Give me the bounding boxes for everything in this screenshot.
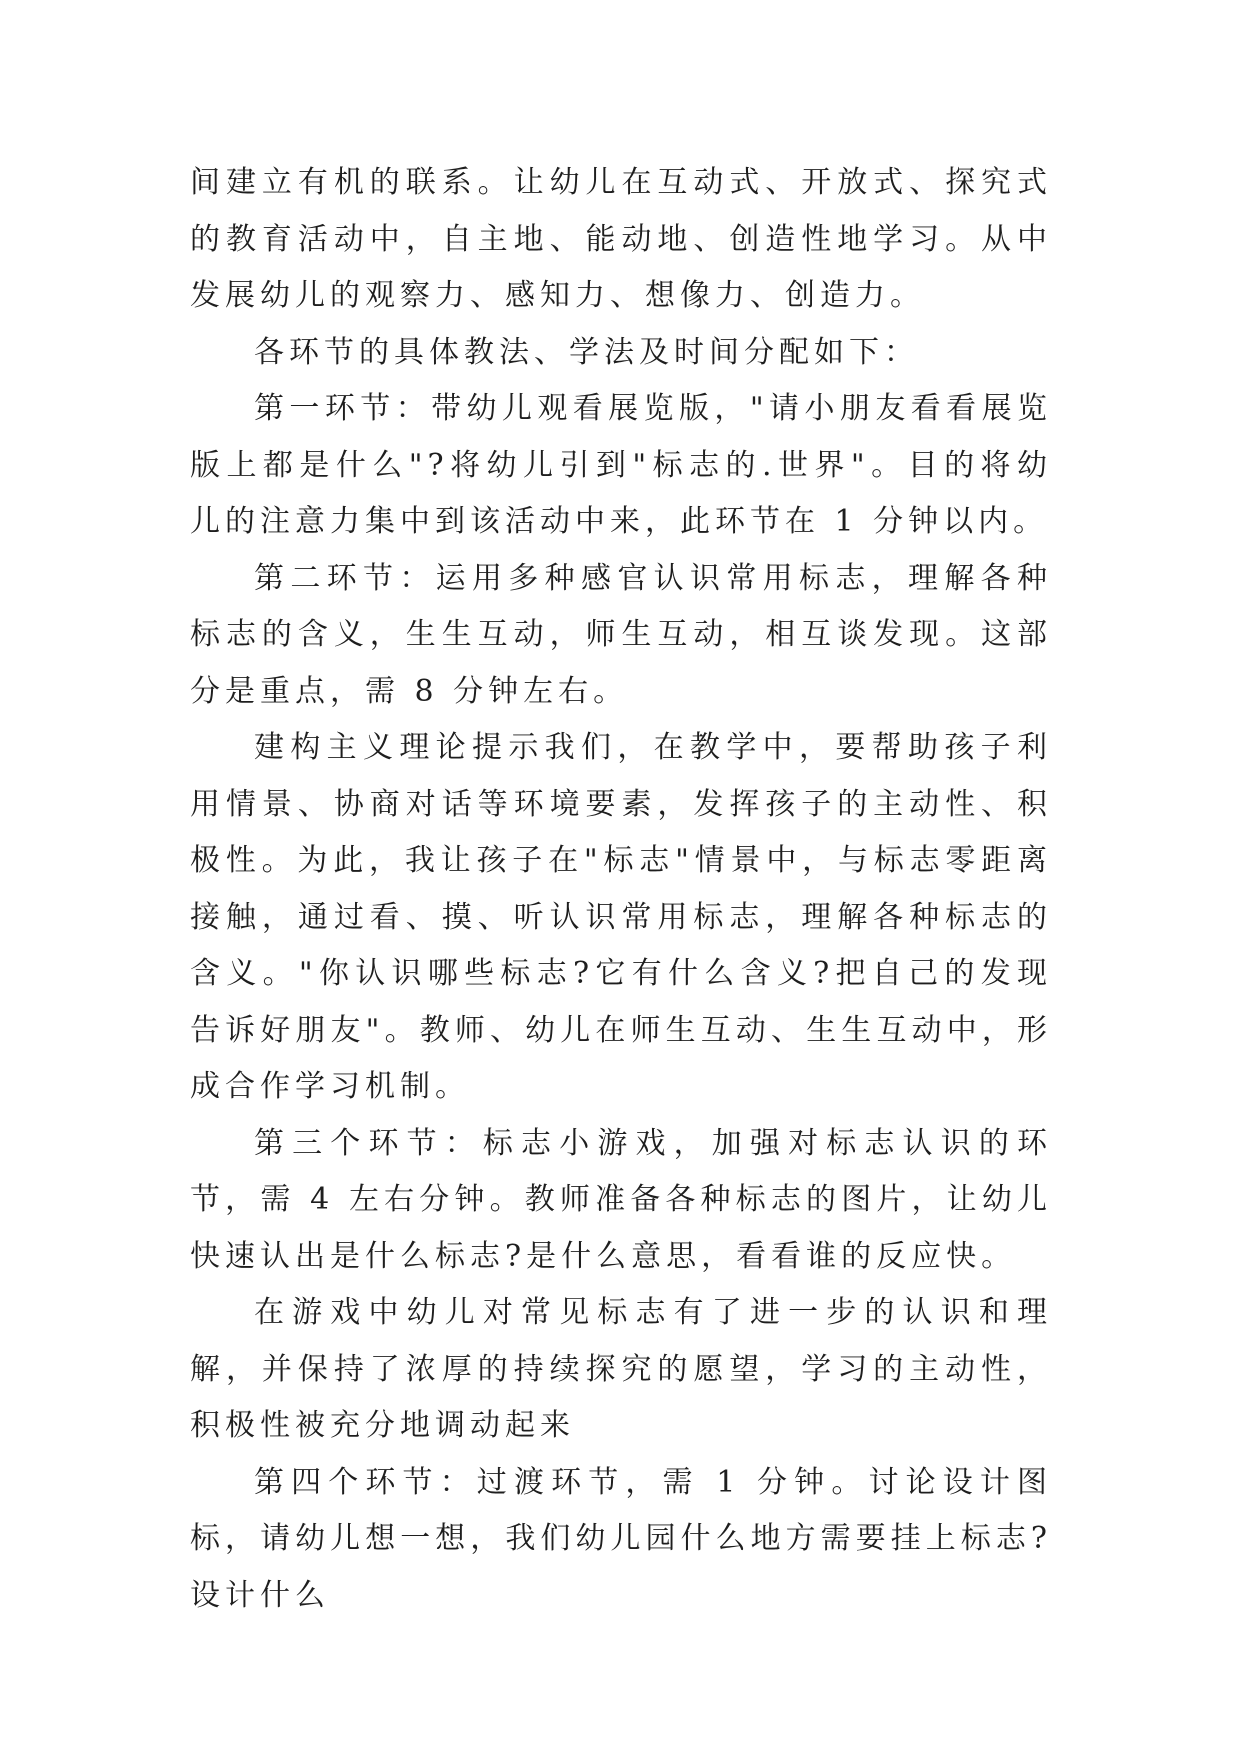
paragraph-steps-intro: 各环节的具体教法、学法及时间分配如下： xyxy=(254,334,919,370)
paragraph-step-two: 第二环节：运用多种感官认识常用标志，理解各种标志的含义，生生互动，师生互动，相互谈发现。这部分是重点，需 8 分钟左右。 xyxy=(190,560,1052,709)
paragraph-constructivism: 建构主义理论提示我们，在教学中，要帮助孩子利用情景、协商对话等环境要素，发挥孩子的主动性、积极性。为此，我让孩子在"标志"情景中，与标志零距离接触，通过看、摸、听认识常用标志，理解各种标志的含义。"你认识哪些标志?它有什么含义?把自己的发现告诉好朋友"。教师、幼儿在师生互动、生生互动中，形成合作学习机制。 xyxy=(190,730,1052,1104)
paragraph-step-three: 第三个环节：标志小游戏，加强对标志认识的环节，需 4 左右分钟。教师准备各种标志的图片，让幼儿快速认出是什么标志?是什么意思，看看谁的反应快。 xyxy=(190,1125,1052,1274)
document-page xyxy=(190,155,1052,1624)
paragraph-game-result: 在游戏中幼儿对常见标志有了进一步的认识和理解，并保持了浓厚的持续探究的愿望，学习的主动性，积极性被充分地调动起来 xyxy=(190,1295,1052,1443)
paragraph-continued: 间建立有机的联系。让幼儿在互动式、开放式、探究式的教育活动中，自主地、能动地、创造性地学习。从中发展幼儿的观察力、感知力、想像力、创造力。 xyxy=(190,165,1052,313)
paragraph-step-four: 第四个环节：过渡环节，需 1 分钟。讨论设计图标，请幼儿想一想，我们幼儿园什么地方需要挂上标志?设计什么 xyxy=(190,1464,1052,1613)
paragraph-step-one: 第一环节：带幼儿观看展览版，"请小朋友看看展览版上都是什么"?将幼儿引到"标志的.世界"。目的将幼儿的注意力集中到该活动中来，此环节在 1 分钟以内。 xyxy=(190,391,1052,539)
